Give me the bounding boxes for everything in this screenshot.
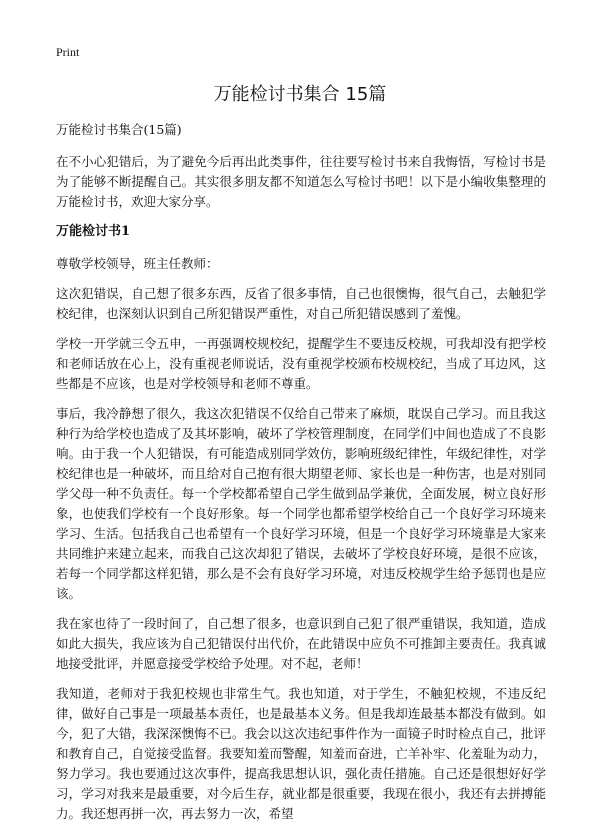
document-subtitle: 万能检讨书集合(15篇) bbox=[56, 122, 182, 137]
print-label: Print bbox=[56, 45, 80, 59]
body-paragraph: 学校一开学就三令五申，一再强调校规校纪，提醒学生不要违反校规，可我却没有把学校和老师话放在心上，没有重视老师说话，没有重视学校颁布校规校纪，当成了耳边风，这些都是不应该，也是对学校领导和老师不尊重。 bbox=[56, 336, 546, 391]
body-paragraph: 我知道，老师对于我犯校规也非常生气。我也知道，对于学生，不触犯校规，不违反纪律，做好自己事是一项最基本责任，也是最基本义务。但是我却连最基本都没有做到。如今，犯了大错，我深深懊悔不已。我会以这次违纪事件作为一面镜子时时检点自己，批评和教育自己，自觉接受监督。我要知羞而警醒，知羞而奋进，亡羊补牢、化羞耻为动力，努力学习。我也要通过这次事件，提高我思想认识，强化责任措施。自己还是很想好好学习，学习对我来是最重要，对今后生存，就业都是很重要，我现在很小，我还有去拼搏能力。我还想再拼一次，再去努力一次，希望 bbox=[56, 686, 546, 821]
intro-paragraph: 在不小心犯错后，为了避免今后再出此类事件，往往要写检讨书来自我悔悟，写检讨书是为了能够不断提醒自己。其实很多朋友都不知道怎么写检讨书吧！以下是小编收集整理的万能检讨书，欢迎大家分享。 bbox=[56, 154, 546, 209]
body-paragraph: 事后，我冷静想了很久，我这次犯错误不仅给自己带来了麻烦，耽误自己学习。而且我这种行为给学校也造成了及其坏影响，破坏了学校管理制度，在同学们中间也造成了不良影响。由于我一个人犯错误，有可能造成别同学效仿，影响班级纪律性，年级纪律性，对学校纪律也是一种破坏，而且给对自己抱有很大期望老师、家长也是一种伤害，也是对别同学父母一种不负责任。每一个学校都希望自己学生做到品学兼优，全面发展，树立良好形象，也使我们学校有一个良好形象。每一个同学也都希望学校给自己一个良好学习环境来学习、生活。包括我自己也希望有一个良好学习环境，但是一个良好学习环境靠是大家来共同维护来建立起来，而我自己这次却犯了错误，去破坏了学校良好环境，是很不应该，若每一个同学都这样犯错，那么是不会有良好学习环境，对违反校规学生给予惩罚也是应该。 bbox=[56, 406, 546, 601]
document-body bbox=[56, 120, 546, 828]
salutation: 尊敬学校领导，班主任教师： bbox=[56, 256, 219, 271]
section-heading: 万能检讨书1 bbox=[56, 224, 131, 239]
document-title: 万能检讨书集合 15篇 bbox=[213, 84, 387, 105]
body-paragraph: 我在家也待了一段时间了，自己想了很多，也意识到自己犯了很严重错误，我知道，造成如此大损失，我应该为自己犯错误付出代价，在此错误中应负不可推卸主要责任。我真诚地接受批评，并愿意接受学校给予处理。对不起，老师！ bbox=[56, 616, 546, 671]
body-paragraph: 这次犯错误，自己想了很多东西，反省了很多事情，自己也很懊悔，很气自己，去触犯学校纪律，也深刻认识到自己所犯错误严重性，对自己所犯错误感到了羞愧。 bbox=[56, 286, 546, 321]
